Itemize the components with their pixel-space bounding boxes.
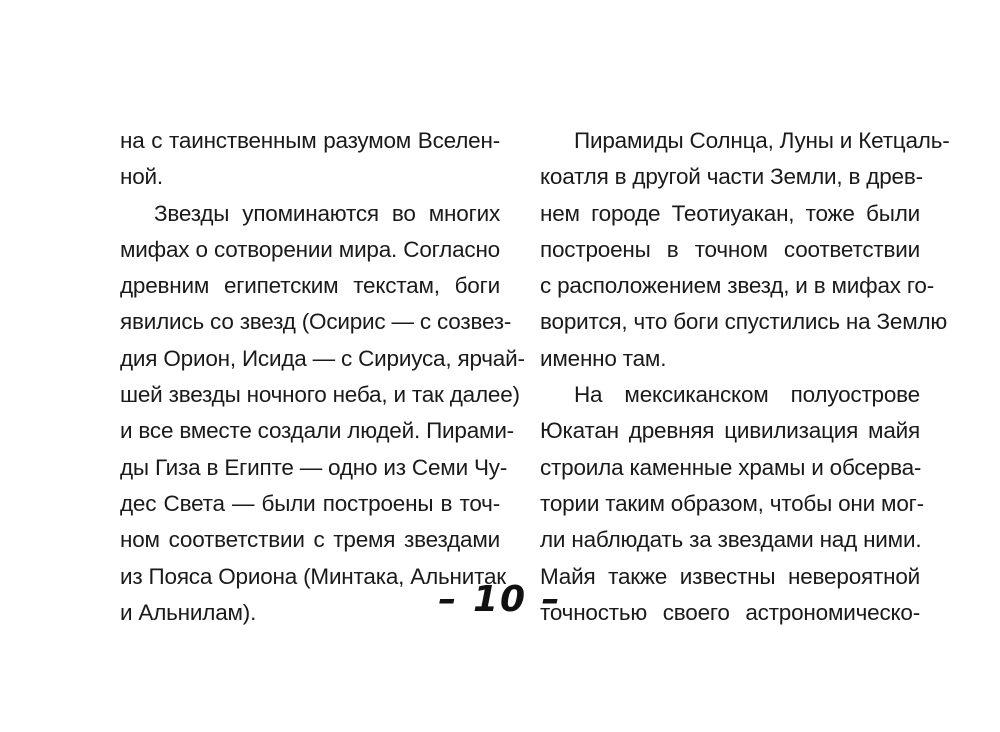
text-line: построены в точном соответствии [540, 236, 920, 262]
text-line: ном соответствии с тремя звездами [120, 527, 500, 553]
text-line: нем городе Теотиуакан, тоже были [540, 200, 920, 226]
text-line: дия Орион, Исида — с Сириуса, ярчай- [120, 345, 525, 371]
right-text-column [540, 123, 950, 631]
text-line: точностью своего астрономическо- [540, 599, 920, 625]
text-line: и все вместе создали людей. Пирами- [120, 418, 514, 444]
text-line: дес Света — были построены в точ- [120, 490, 500, 516]
text-line: Звезды упоминаются во многих [154, 200, 500, 226]
text-line: древним египетским текстам, боги [120, 273, 500, 299]
text-line: Майя также известны невероятной [540, 563, 920, 589]
text-line: тории таким образом, чтобы они мог- [540, 490, 924, 516]
text-line: ворится, что боги спустились на Землю [540, 309, 948, 335]
text-line: и Альнилам). [120, 599, 257, 625]
text-line: явились со звезд (Осирис — с созвез- [120, 309, 512, 335]
text-line: из Пояса Ориона (Минтака, Альнитак [120, 563, 506, 589]
text-line: на с таинственным разумом Вселен- [120, 128, 500, 153]
page-number: – 10 – [438, 579, 562, 620]
text-line: мифах о сотворении мира. Согласно [120, 236, 500, 262]
text-line: ды Гиза в Египте — одно из Семи Чу- [120, 454, 508, 480]
text-line: На мексиканском полуострове [574, 382, 920, 408]
text-line: Юкатан древняя цивилизация майя [540, 418, 920, 444]
left-text-column [120, 123, 525, 631]
text-line: коатля в другой части Земли, в древ- [540, 164, 923, 190]
text-line: именно там. [540, 345, 667, 371]
text-line: строила каменные храмы и обсерва- [540, 454, 922, 480]
text-line: ли наблюдать за звездами над ними. [540, 527, 922, 553]
text-line: Пирамиды Солнца, Луны и Кетцаль- [574, 128, 950, 153]
text-line: с расположением звезд, и в мифах го- [540, 273, 935, 299]
text-line: ной. [120, 164, 163, 190]
text-line: шей звезды ночного неба, и так далее) [120, 382, 520, 408]
